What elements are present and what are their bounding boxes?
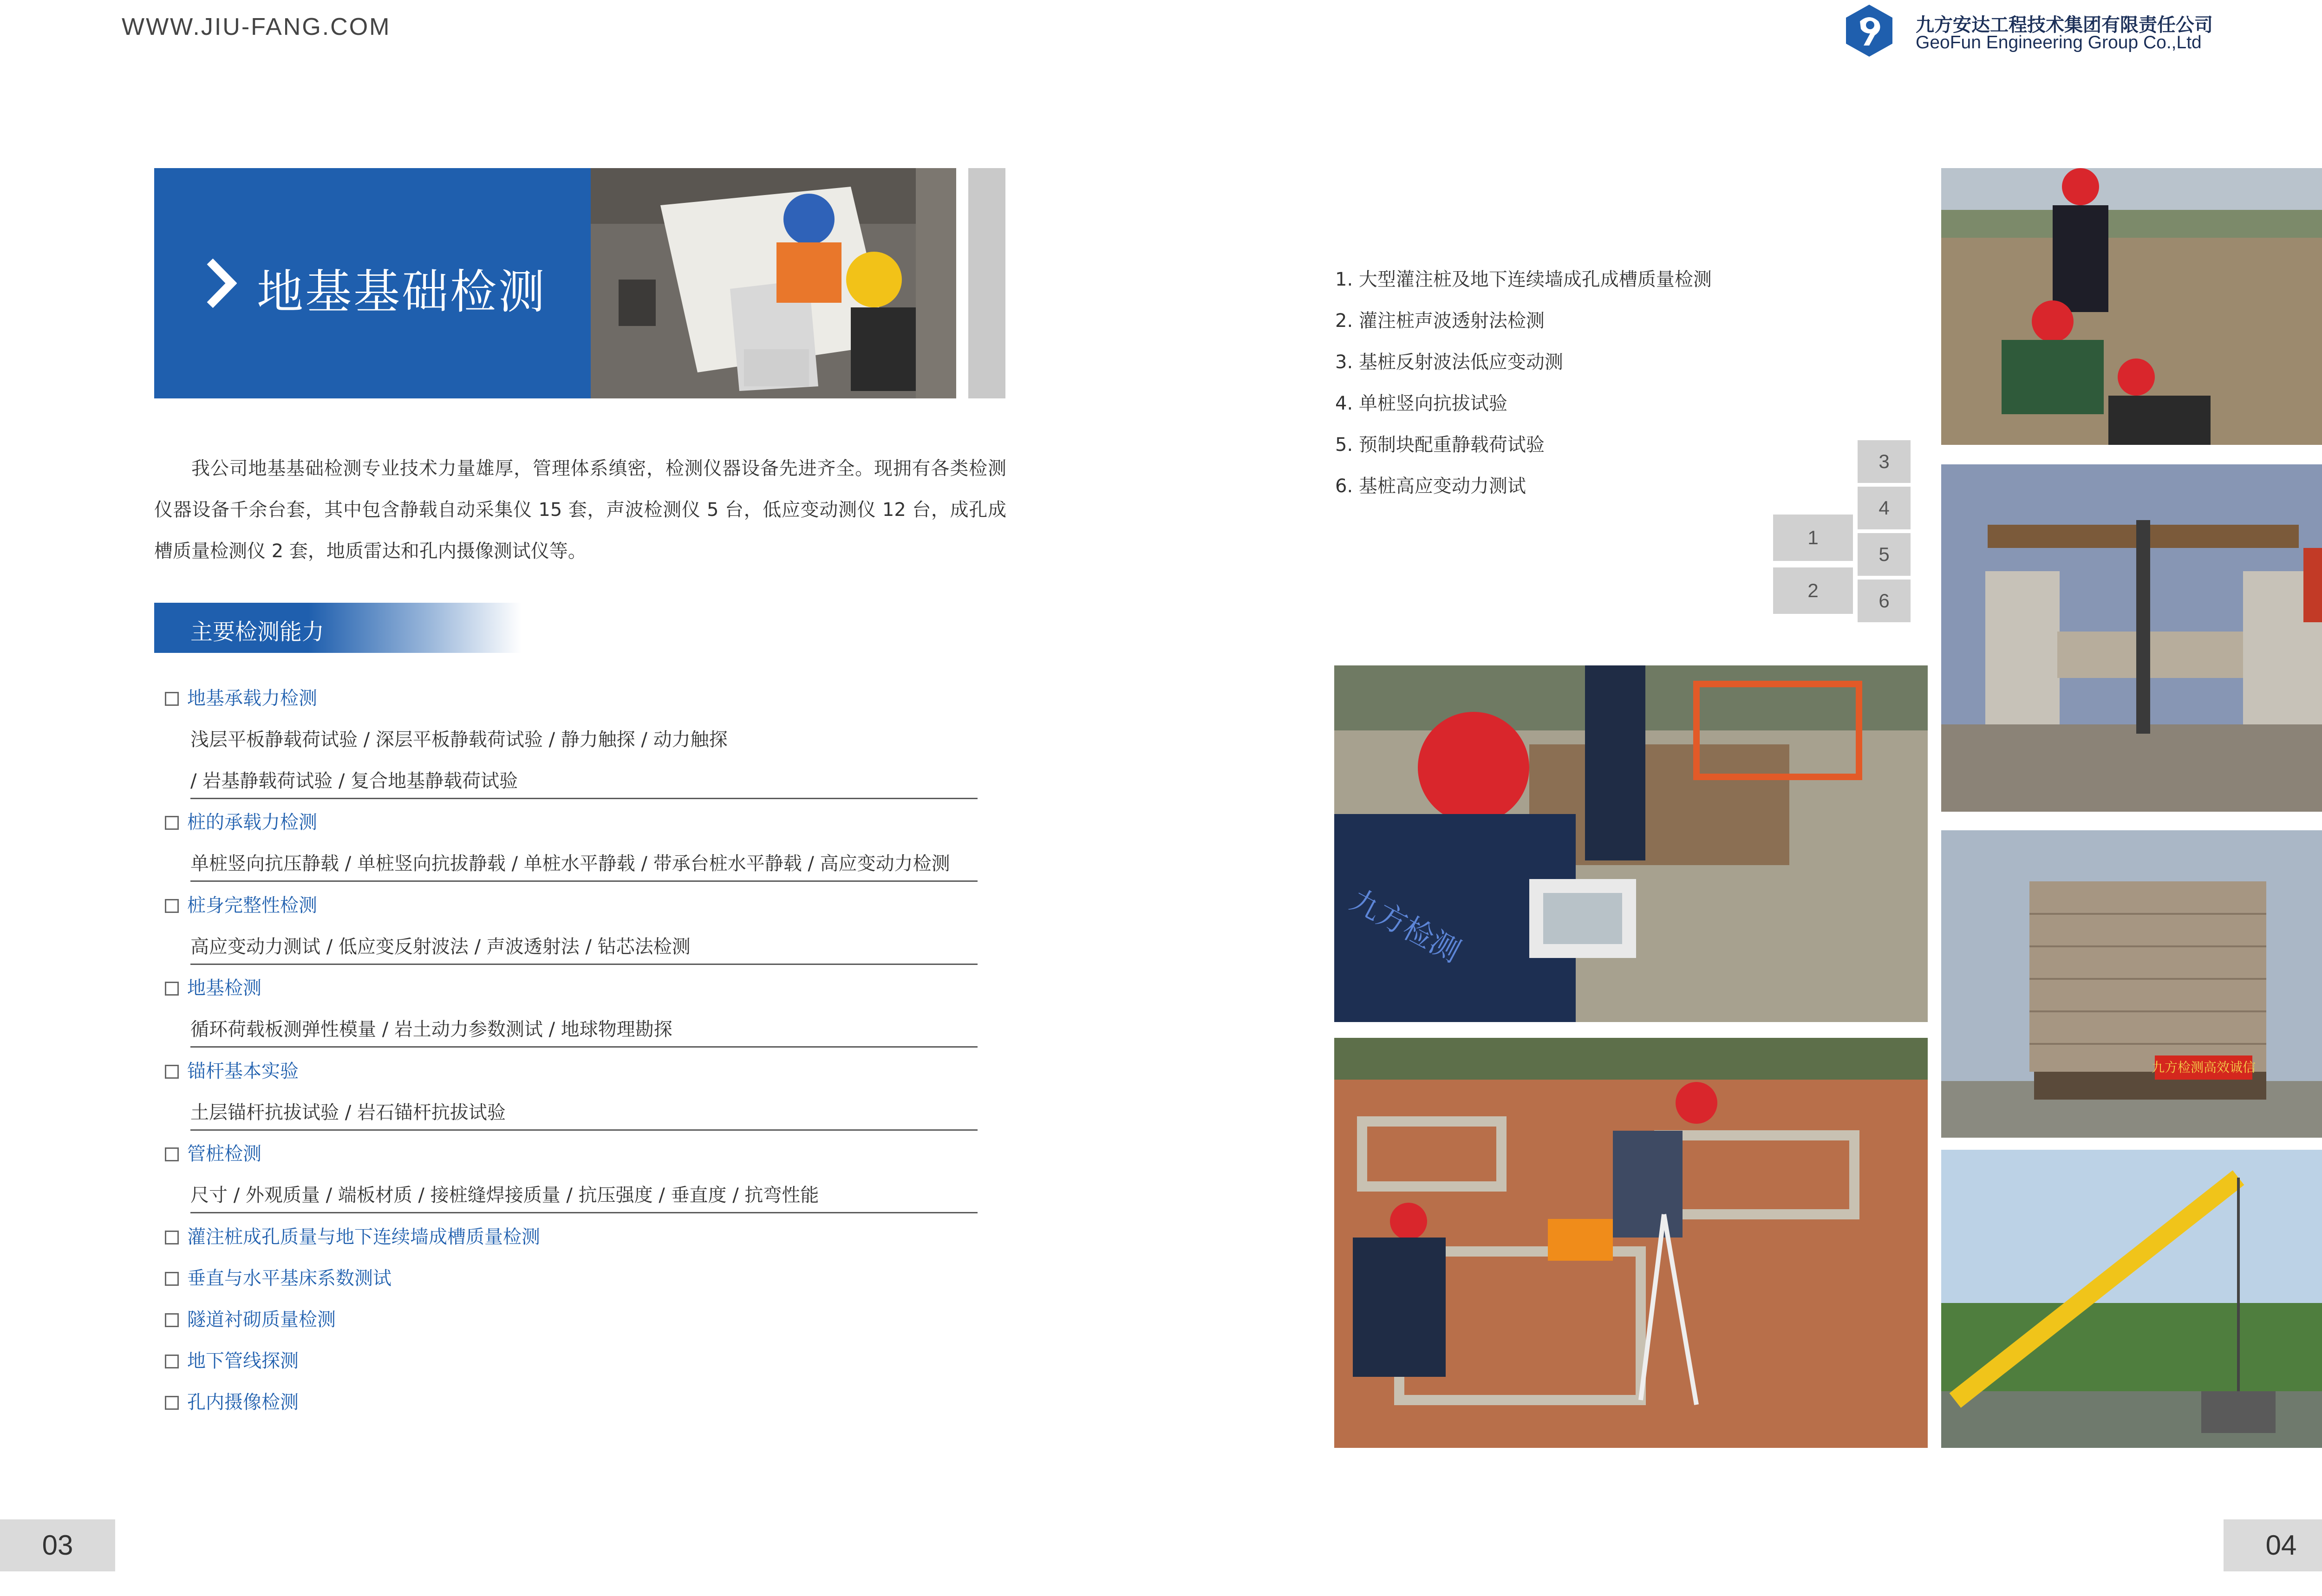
capability-detail: / 岩基静载荷试验 / 复合地基静载荷试验 <box>190 770 518 792</box>
divider <box>190 1129 978 1131</box>
checkbox-icon <box>165 1272 179 1286</box>
photo-5-block-load-test <box>1941 830 2322 1138</box>
banner-accent-bar <box>968 168 1005 398</box>
checkbox-icon <box>165 1313 179 1327</box>
capability-detail: 浅层平板静载荷试验 / 深层平板静载荷试验 / 静力触探 / 动力触探 <box>190 729 728 750</box>
logo-icon <box>1841 3 1897 59</box>
capability-item: 孔内摄像检测 <box>165 1388 299 1414</box>
checkbox-icon <box>165 899 179 913</box>
photo-6-crane <box>1941 1150 2322 1448</box>
photo-index-6: 6 <box>1858 580 1911 622</box>
checkbox-icon <box>165 692 179 706</box>
divider <box>190 880 978 882</box>
page-number-right: 04 <box>2224 1519 2322 1571</box>
checkbox-icon <box>165 1065 179 1079</box>
page-number-left: 03 <box>0 1519 115 1571</box>
numbered-list-item: 3. 基桩反射波法低应变动测 <box>1335 352 1563 373</box>
company-name-en: GeoFun Engineering Group Co.,Ltd <box>1916 33 2202 52</box>
section-title: 主要检测能力 <box>190 619 325 645</box>
capability-item: 地下管线探测 <box>165 1346 299 1373</box>
photo-2-site-survey <box>1334 1038 1928 1448</box>
capability-detail: 循环荷载板测弹性模量 / 岩土动力参数测试 / 地球物理勘探 <box>190 1019 672 1040</box>
checkbox-icon <box>165 1231 179 1244</box>
photo-3-field-test <box>1941 168 2322 445</box>
numbered-list-item: 6. 基桩高应变动力测试 <box>1335 476 1526 497</box>
capability-item: 隧道衬砌质量检测 <box>165 1305 336 1331</box>
company-name-cn: 九方安达工程技术集团有限责任公司 <box>1916 14 2213 36</box>
intro-paragraph: 我公司地基基础检测专业技术力量雄厚，管理体系缜密，检测仪器设备先进齐全。现拥有各类检测仪器设备千余台套，其中包含静载自动采集仪 15 套，声波检测仪 5 台，低应变动测仪 12 台，成孔成槽质量检测仪 2 套，地质雷达和孔内摄像测试仪等。 <box>154 458 1006 562</box>
engineers-blueprint-photo <box>591 168 956 398</box>
photo-4-pile-pullout <box>1941 464 2322 812</box>
divider <box>190 798 978 799</box>
divider <box>190 964 978 965</box>
capability-item: 地基承载力检测 <box>165 684 317 710</box>
capability-item: 垂直与水平基床系数测试 <box>165 1264 391 1290</box>
page-title: 地基基础检测 <box>257 265 547 319</box>
checkbox-icon <box>165 1355 179 1368</box>
photo-index-5: 5 <box>1858 533 1911 576</box>
photo-index-2: 2 <box>1773 567 1853 614</box>
capability-detail: 高应变动力测试 / 低应变反射波法 / 声波透射法 / 钻芯法检测 <box>190 936 691 958</box>
capability-item: 桩的承载力检测 <box>165 808 317 834</box>
section-header <box>154 603 521 653</box>
divider <box>190 1212 978 1213</box>
photo-index-4: 4 <box>1858 487 1911 529</box>
numbered-list-item: 2. 灌注桩声波透射法检测 <box>1335 310 1545 332</box>
capability-item: 桩身完整性检测 <box>165 891 317 917</box>
checkbox-icon <box>165 1396 179 1410</box>
divider <box>190 1046 978 1048</box>
banner-text: 九方检测高效诚信 <box>2151 1060 2256 1075</box>
numbered-list-item: 1. 大型灌注桩及地下连续墙成孔成槽质量检测 <box>1335 269 1712 290</box>
capability-detail: 尺寸 / 外观质量 / 端板材质 / 接桩缝焊接质量 / 抗压强度 / 垂直度 / 抗弯性能 <box>190 1185 819 1206</box>
capability-item: 地基检测 <box>165 973 261 1000</box>
checkbox-icon <box>165 816 179 830</box>
photo-index-1: 1 <box>1773 515 1853 561</box>
capability-detail: 土层锚杆抗拔试验 / 岩石锚杆抗拔试验 <box>190 1102 506 1123</box>
photo-index-3: 3 <box>1858 440 1911 483</box>
capability-item: 锚杆基本实验 <box>165 1056 299 1083</box>
numbered-list-item: 5. 预制块配重静载荷试验 <box>1335 434 1545 456</box>
site-url[interactable]: WWW.JIU-FANG.COM <box>122 13 391 40</box>
jacket-text: 九方检测 <box>1344 883 1466 970</box>
numbered-list-item: 4. 单桩竖向抗拔试验 <box>1335 393 1507 414</box>
capability-item: 灌注桩成孔质量与地下连续墙成槽质量检测 <box>165 1222 540 1249</box>
photo-1-instrument-operator <box>1334 665 1928 1022</box>
capability-detail: 单桩竖向抗压静载 / 单桩竖向抗拔静载 / 单桩水平静载 / 带承台桩水平静载 / 高应变动力检测 <box>190 853 950 874</box>
checkbox-icon <box>165 982 179 996</box>
chevron-right-icon <box>204 258 237 309</box>
checkbox-icon <box>165 1147 179 1161</box>
capability-item: 管桩检测 <box>165 1139 261 1166</box>
